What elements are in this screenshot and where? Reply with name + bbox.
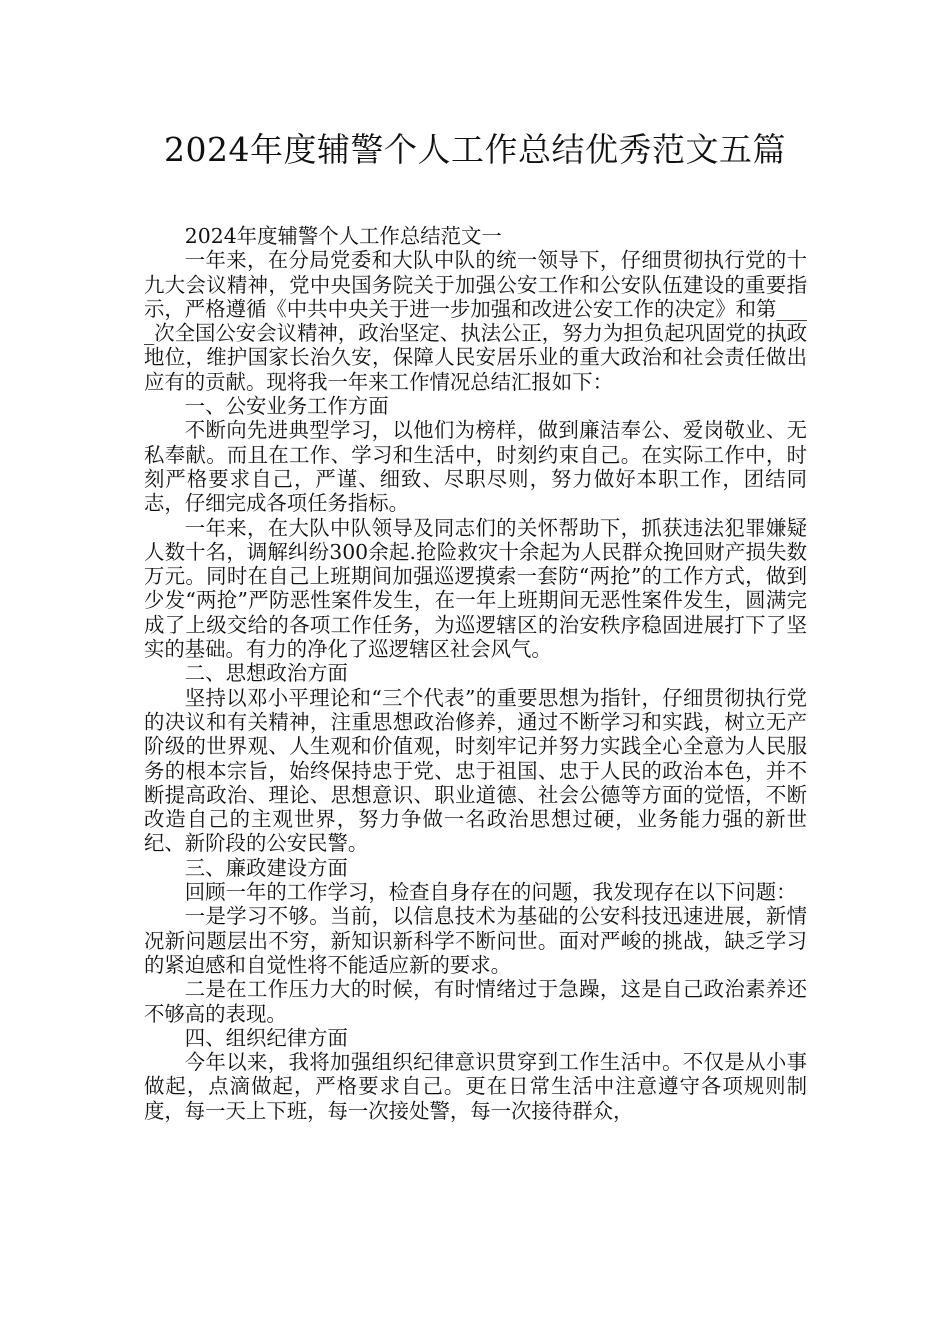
section-heading-discipline: 四、组织纪律方面 bbox=[184, 1025, 348, 1050]
paragraph-ideology: 坚持以邓小平理论和“三个代表”的重要思想为指针，仔细贯彻执行党的决议和有关精神，注重思想政治修养，通过不断学习和实践，树立无产阶级的世界观、人生观和价值观，时刻牢记并努力实践全心全意为人民服务的根本宗旨，始终保持忠于党、忠于祖国、忠于人民的政治本色，并不断提高政治、理论、思想意识、职业道德、社会公德等方面的觉悟，不断改造自己的主观世界，努力争做一名政治思想过硬，业务能力强的新世纪、新阶段的公安民警。 bbox=[144, 685, 807, 856]
section-heading-integrity: 三、廉政建设方面 bbox=[184, 855, 348, 880]
section-heading-article-one: 2024年度辅警个人工作总结范文一 bbox=[184, 224, 502, 248]
paragraph-integrity-1: 回顾一年的工作学习，检查自身存在的问题，我发现存在以下问题： bbox=[184, 880, 797, 905]
paragraph-integrity-2: 一是学习不够。当前，以信息技术为基础的公安科技迅速进展，新情况新问题层出不穷，新知识新科学不断问世。面对严峻的挑战，缺乏学习的紧迫感和自觉性将不能适应新的要求。 bbox=[144, 904, 807, 977]
paragraph-police-work-2: 一年来，在大队中队领导及同志们的关怀帮助下，抓获违法犯罪嫌疑人数十名，调解纠纷300余起.抢险救灾十余起为人民群众挽回财产损失数万元。同时在自己上班期间加强巡逻摸索一套防“两抢”的工作方式，做到少发“两抢”严防恶性案件发生，在一年上班期间无恶性案件发生，圆满完成了上级交给的各项工作任务，为巡逻辖区的治安秩序稳固进展打下了坚实的基础。有力的净化了巡逻辖区社会风气。 bbox=[144, 515, 807, 662]
paragraph-police-work-1: 不断向先进典型学习，以他们为榜样，做到廉洁奉公、爱岗敬业、无私奉献。而且在工作、学习和生活中，时刻约束自己。在实际工作中，时刻严格要求自己，严谨、细致、尽职尽则，努力做好本职工作，团结同志，仔细完成各项任务指标。 bbox=[144, 418, 807, 516]
document-body bbox=[144, 224, 807, 1123]
paragraph-intro: 一年来，在分局党委和大队中队的统一领导下，仔细贯彻执行党的十九大会议精神，党中央国务院关于加强公安工作和公安队伍建设的重要指示，严格遵循《中共中央关于进一步加强和改进公安工作的决定》和第____次全国公安会议精神，政治坚定、执法公正，努力为担负起巩固党的执政地位，维护国家长治久安，保障人民安居乐业的重大政治和社会责任做出应有的贡献。现将我一年来工作情况总结汇报如下： bbox=[144, 248, 807, 394]
section-heading-police-work: 一、公安业务工作方面 bbox=[184, 394, 389, 419]
paragraph-discipline: 今年以来，我将加强组织纪律意识贯穿到工作生活中。不仅是从小事做起，点滴做起，严格要求自己。更在日常生活中注意遵守各项规则制度，每一天上下班，每一次接处警，每一次接待群众， bbox=[144, 1050, 807, 1123]
document-title: 2024年度辅警个人工作总结优秀范文五篇 bbox=[164, 130, 786, 169]
section-heading-ideology: 二、思想政治方面 bbox=[184, 661, 348, 686]
paragraph-integrity-3: 二是在工作压力大的时候，有时情绪过于急躁，这是自己政治素养还不够高的表现。 bbox=[144, 977, 807, 1026]
